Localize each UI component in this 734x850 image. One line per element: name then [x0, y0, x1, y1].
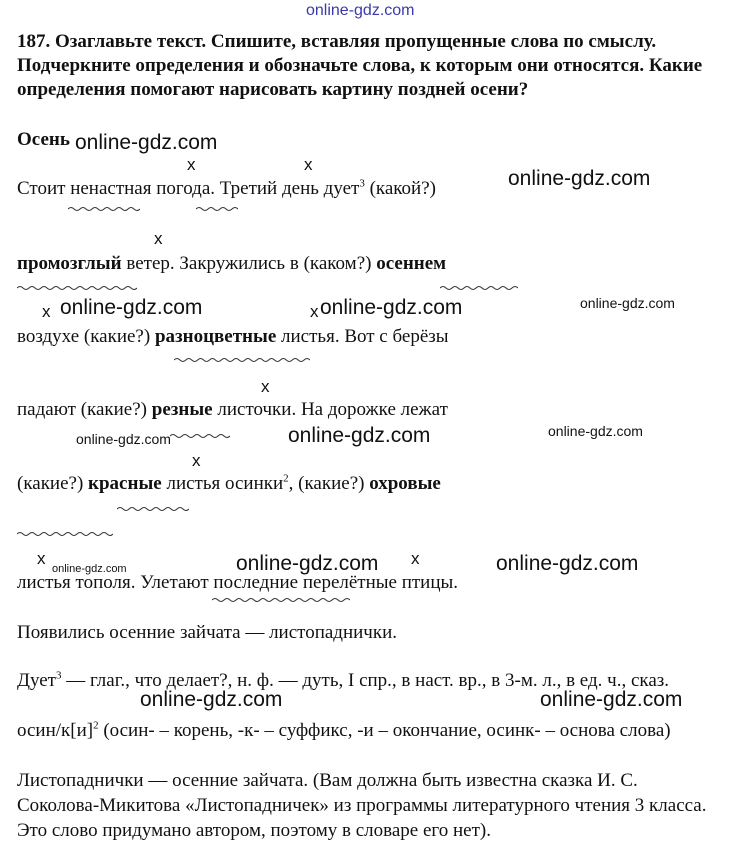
x-mark: x [187, 155, 196, 174]
watermark: online-gdz.com [140, 688, 283, 711]
text-line-2: промозглый ветер. Закружились в (каком?) осеннем [17, 253, 447, 274]
watermark: online-gdz.com [288, 424, 431, 447]
wavy-underline [17, 284, 137, 292]
x-mark: x [154, 229, 163, 248]
watermark: online-gdz.com [540, 688, 683, 711]
watermark: online-gdz.com [236, 552, 379, 575]
watermark-top: online-gdz.com [306, 2, 415, 19]
text-line-7: Появились осенние зайчата — листопаднички. [17, 622, 398, 643]
wavy-underline [68, 205, 140, 213]
x-mark: x [304, 155, 313, 174]
x-mark: x [310, 302, 319, 321]
text-line-5: (какие?) красные листья осинки$^2$, (какие?) охровые [17, 472, 441, 494]
wavy-underline [117, 505, 189, 513]
x-mark: x [37, 549, 46, 568]
watermark: online-gdz.com [75, 131, 218, 154]
watermark: online-gdz.com [496, 552, 639, 575]
watermark: online-gdz.com [580, 295, 675, 311]
wavy-underline [17, 530, 113, 538]
task-statement: 187. Озаглавьте текст. Спишите, вставляя пропущенные слова по смыслу. Подчеркните определения и обозначьте слова, к которым они относятся. Какие определения помогают нарисовать картину поздней осени? [17, 31, 703, 100]
watermark: online-gdz.com [508, 167, 651, 190]
watermark: online-gdz.com [60, 296, 203, 319]
text-line-1: Стоит ненастная погода. Третий день дует$^3$ (какой?) [17, 177, 436, 199]
wavy-underline [212, 596, 350, 604]
x-mark: x [261, 377, 270, 396]
x-mark: x [42, 302, 51, 321]
watermark: online-gdz.com [52, 563, 127, 575]
watermark: online-gdz.com [548, 423, 643, 439]
text-line-4: падают (какие?) резные листочки. На дорожке лежат [17, 399, 448, 420]
note-verb-parsing: Дует$^3$ — глаг., что делает?, н. ф. — дуть, I спр., в наст. вр., в 3-м. л., в ед. ч., сказ. [17, 669, 670, 691]
wavy-underline [170, 432, 230, 440]
wavy-underline [440, 284, 518, 292]
watermark: online-gdz.com [320, 296, 463, 319]
text-title: Осень [17, 129, 70, 150]
x-mark: x [411, 549, 420, 568]
note-listopadnichki: Листопаднички — осенние зайчата. (Вам должна быть известна сказка И. С. Соколова-Микитова «Листопадничек» из программы литературного чтения 3 класса. Это слово придумано автором, поэтому в словаре его нет). [17, 770, 707, 841]
wavy-underline [174, 356, 310, 364]
wavy-underline [196, 205, 238, 213]
text-line-3: воздухе (какие?) разноцветные листья. Вот с берёзы [17, 326, 449, 347]
text-line-6: листья тополя. Улетают последние перелётные птицы. [17, 572, 459, 593]
note-morphemes: осин/$к[и]^2$ (осин- – корень, -к- – суффикс, -и – окончание, осинк- – основа слова) [17, 719, 671, 741]
x-mark: x [192, 451, 201, 470]
watermark: online-gdz.com [76, 431, 171, 447]
